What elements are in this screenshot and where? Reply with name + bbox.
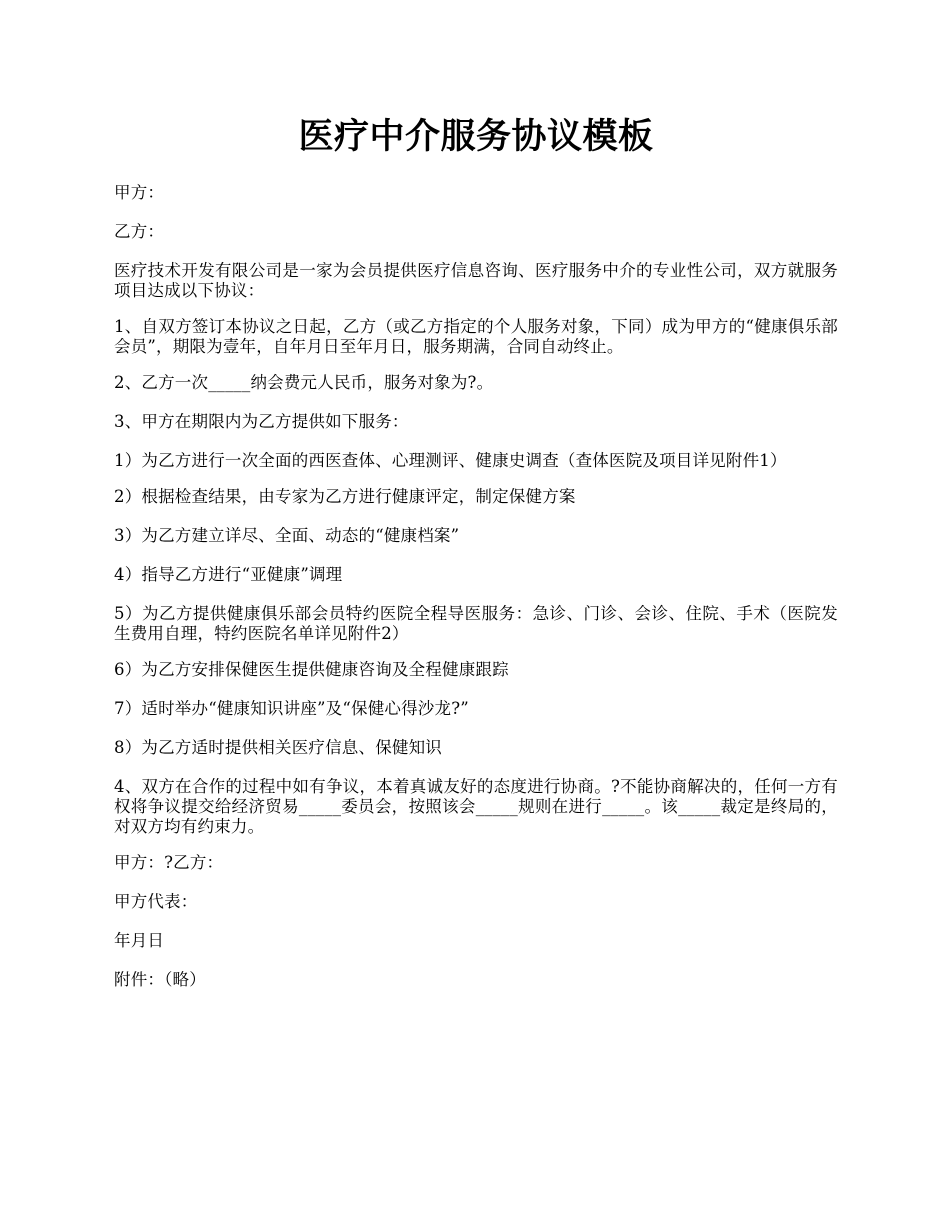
service-item-8: 8）为乙方适时提供相关医疗信息、保健知识 [114,738,442,757]
intro-paragraph: 医疗技术开发有限公司是一家为会员提供医疗信息咨询、医疗服务中介的专业性公司，双方就服务项目达成以下协议： [114,261,838,300]
attachment-line: 附件：（略） [114,970,206,989]
document-title: 医疗中介服务协议模板 [298,116,654,157]
clause-1: 1、自双方签订本协议之日起，乙方（或乙方指定的个人服务对象，下同）成为甲方的“健康俱乐部会员”，期限为壹年，自年月日至年月日，服务期满，合同自动终止。 [114,317,838,356]
party-a-representative: 甲方代表： [114,892,198,911]
clause-3: 3、甲方在期限内为乙方提供如下服务： [114,412,409,431]
service-item-3: 3）为乙方建立详尽、全面、动态的“健康档案” [114,526,460,545]
clause-4: 4、双方在合作的过程中如有争议，本着真诚友好的态度进行协商。?不能协商解决的，任何一方有权将争议提交给经济贸易_____委员会，按照该会_____规则在进行_____。该_____裁定是终局的，对双方均有约束力。 [114,777,838,836]
service-item-7: 7）适时举办“健康知识讲座”及“保健心得沙龙?” [114,699,469,718]
service-item-2: 2）根据检查结果，由专家为乙方进行健康评定，制定保健方案 [114,487,576,506]
party-b-line: 乙方： [114,222,165,241]
service-item-5: 5）为乙方提供健康俱乐部会员特约医院全程导医服务：急诊、门诊、会诊、住院、手术（医院发生费用自理，特约医院名单详见附件2） [114,604,838,643]
date-line: 年月日 [114,931,165,950]
signature-parties: 甲方：?乙方： [114,853,224,872]
party-a-line: 甲方： [114,183,165,202]
service-item-6: 6）为乙方安排保健医生提供健康咨询及全程健康跟踪 [114,660,509,679]
service-item-1: 1）为乙方进行一次全面的西医查体、心理测评、健康史调查（查体医院及项目详见附件1） [114,451,787,470]
service-item-4: 4）指导乙方进行“亚健康”调理 [114,565,343,584]
clause-2: 2、乙方一次_____纳会费元人民币，服务对象为?。 [114,373,494,392]
